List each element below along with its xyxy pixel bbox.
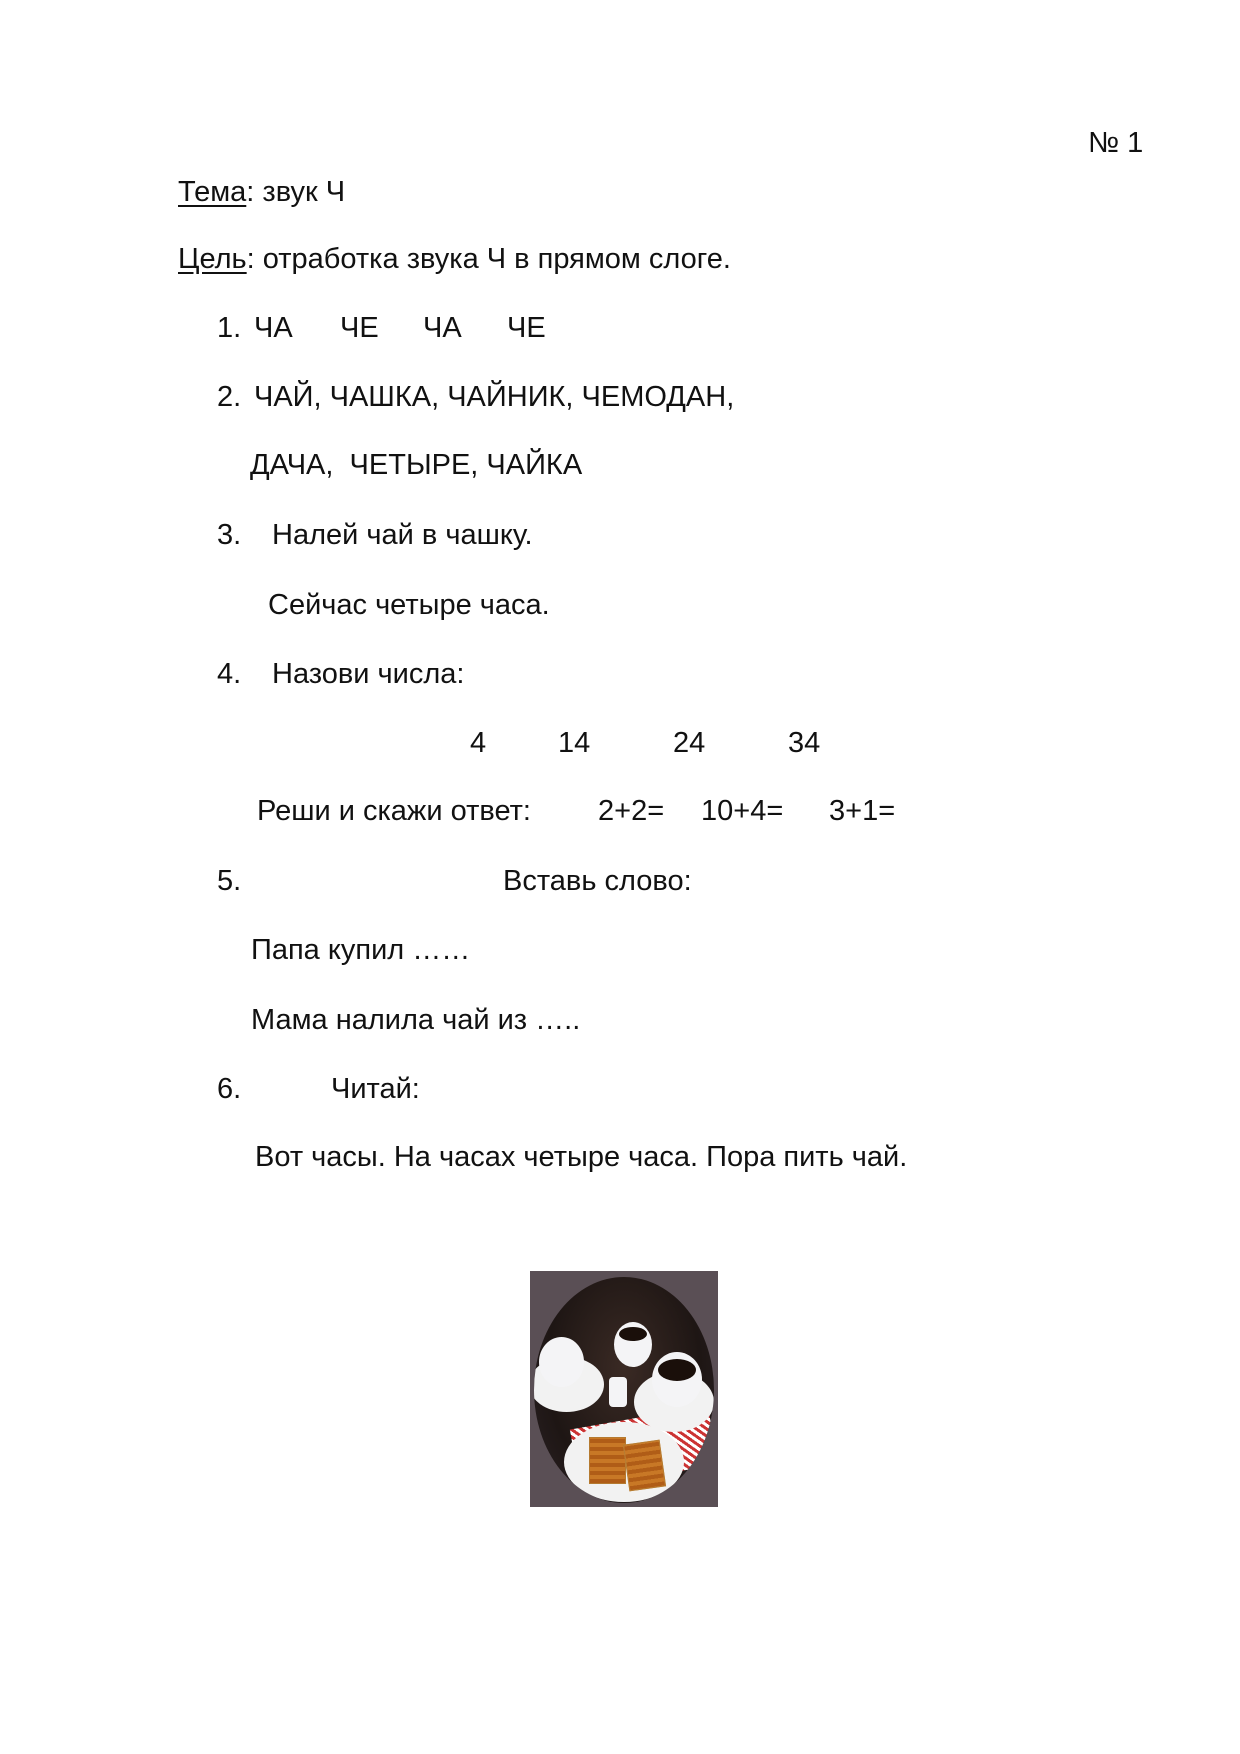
item-heading: Читай: bbox=[331, 1073, 420, 1105]
number: 14 bbox=[558, 727, 591, 759]
cup bbox=[539, 1337, 584, 1387]
math-expression: 2+2= bbox=[598, 795, 665, 827]
item-number-1: 1. bbox=[217, 312, 242, 344]
math-task: Реши и скажи ответ: bbox=[257, 795, 531, 827]
item-number-4: 4. bbox=[217, 658, 242, 690]
sentence: Налей чай в чашку. bbox=[272, 519, 533, 551]
syllable: ЧЕ bbox=[340, 312, 379, 344]
goal-line bbox=[178, 242, 731, 276]
math-expression: 10+4= bbox=[701, 795, 784, 827]
number: 4 bbox=[470, 727, 487, 759]
photo-oval bbox=[534, 1277, 714, 1503]
item-heading: Вставь слово: bbox=[503, 865, 692, 897]
sentence: Папа купил …… bbox=[251, 934, 471, 966]
item-number-3: 3. bbox=[217, 519, 242, 551]
syllable: ЧА bbox=[423, 312, 462, 344]
coffee bbox=[658, 1359, 696, 1381]
waffle bbox=[589, 1437, 626, 1484]
goal-value: : отработка звука Ч в прямом слоге. bbox=[246, 243, 731, 275]
math-expression: 3+1= bbox=[829, 795, 896, 827]
page-number: № 1 bbox=[1088, 127, 1144, 159]
sentence: Мама налила чай из ….. bbox=[251, 1004, 581, 1036]
reading-text: Вот часы. На часах четыре часа. Пора пить чай. bbox=[255, 1141, 908, 1173]
number: 34 bbox=[788, 727, 821, 759]
item-number-2: 2. bbox=[217, 381, 242, 413]
goal-label: Цель bbox=[178, 243, 247, 275]
word-list-line: ЧАЙ, ЧАШКА, ЧАЙНИК, ЧЕМОДАН, bbox=[254, 381, 735, 413]
tea-coffee-photo bbox=[530, 1271, 718, 1507]
topic-label: Тема bbox=[178, 176, 247, 208]
item-number-6: 6. bbox=[217, 1073, 242, 1105]
coffee bbox=[619, 1327, 647, 1341]
number: 24 bbox=[673, 727, 706, 759]
topic-value: : звук Ч bbox=[246, 176, 346, 208]
sentence: Сейчас четыре часа. bbox=[268, 589, 550, 621]
milk-jug bbox=[609, 1377, 627, 1407]
syllable: ЧЕ bbox=[507, 312, 546, 344]
syllable: ЧА bbox=[254, 312, 293, 344]
item-heading: Назови числа: bbox=[272, 658, 465, 690]
topic-line bbox=[178, 175, 345, 209]
word-list-line: ДАЧА, ЧЕТЫРЕ, ЧАЙКА bbox=[250, 449, 583, 481]
item-number-5: 5. bbox=[217, 865, 242, 897]
waffle bbox=[623, 1440, 666, 1492]
